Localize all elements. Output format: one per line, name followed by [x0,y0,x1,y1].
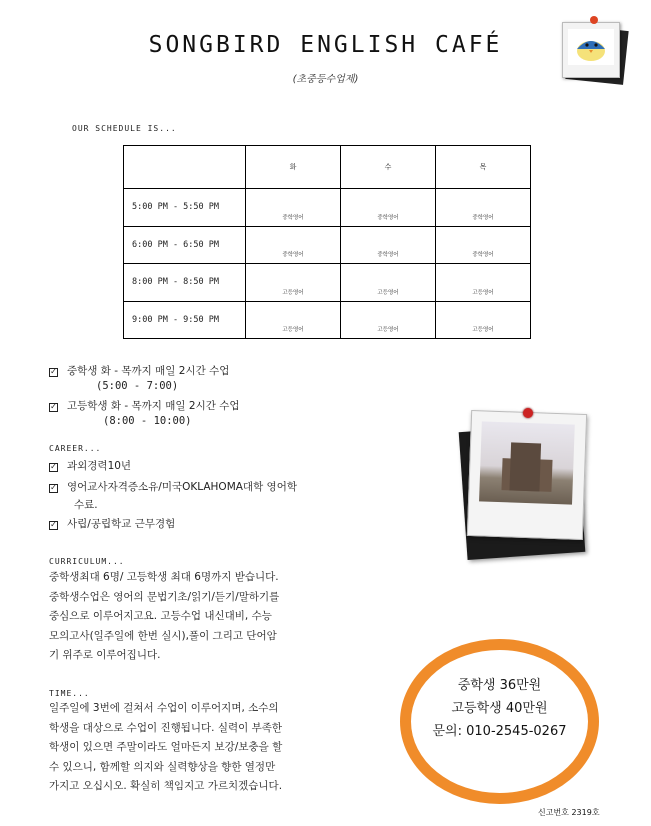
table-row [124,264,531,302]
time-cell: 9:00 PM - 9:50 PM [124,301,246,339]
text-line: 중학생수업은 영어의 문법기초/읽기/듣기/말하기를 [49,590,280,603]
class-item-text: 중학생 화 - 목까지 매일 2시간 수업 [67,365,230,377]
text-line: 수 있으니, 함께할 의지와 실력향상을 향한 열정만 [49,760,276,773]
time-cell: 5:00 PM - 5:50 PM [124,189,246,227]
class-cell: 중학영어 [436,226,531,264]
class-item [49,363,229,378]
career-item-text: 과외경력10년 [67,460,132,472]
pushpin-icon [523,408,533,418]
contact-phone: 010-2545-0267 [466,724,567,739]
page-title: SONGBIRD ENGLISH CAFÉ [148,32,503,58]
pushpin-icon [590,16,598,24]
schedule-heading: OUR SCHEDULE IS... [72,124,177,133]
class-item [49,398,240,413]
class-cell: 고등영어 [341,264,436,302]
table-header-cell: 화 [246,146,341,189]
table-header-cell: 목 [436,146,531,189]
time-paragraph [49,699,327,797]
career-item [49,516,175,531]
class-cell: 고등영어 [341,301,436,339]
table-header-cell [124,146,246,189]
career-item-continued: 수료. [74,499,98,511]
text-line: 기 위주로 이루어집니다. [49,649,161,662]
bird-icon [568,29,614,65]
curriculum-paragraph [49,568,327,666]
text-line: 모의고사(일주일에 한번 실시),풀이 그리고 단어암 [49,629,277,642]
table-row [124,226,531,264]
bird-polaroid-photo [562,20,624,78]
career-item-text: 영어교사자격증소유/미국OKLAHOMA대학 영어학 [67,481,297,493]
checkbox-icon: ✓ [50,520,57,529]
text-line: 학생이 있으면 주말이라도 얼마든지 보강/보충을 할 [49,741,283,754]
class-item-time: (5:00 - 7:00) [96,380,179,392]
checkbox-icon: ✓ [50,483,57,492]
contact-line [411,720,588,739]
table-row [124,301,531,339]
text-line: 일주일에 3번에 걸쳐서 수업이 이루어지며, 소수의 [49,702,279,714]
checkbox-icon: ✓ [50,462,57,471]
class-cell: 고등영어 [436,301,531,339]
class-item-text: 고등학생 화 - 목까지 매일 2시간 수업 [67,400,240,412]
page-subtitle: (초중등수업제) [292,74,359,85]
text-line: 가지고 오십시오. 확실히 책임지고 가르치겠습니다. [49,780,283,793]
career-heading: CAREER... [49,444,102,453]
career-item-text: 사립/공립학교 근무경험 [67,518,176,530]
curriculum-heading: CURRICULUM... [49,557,125,566]
middle-school-price: 중학생 36만원 [457,678,542,693]
class-cell: 중학영어 [341,226,436,264]
schedule-table [123,145,531,339]
career-item [49,458,131,473]
text-line: 학생을 대상으로 수업이 진행됩니다. 실력이 부족한 [49,721,283,734]
class-cell: 중학영어 [246,226,341,264]
time-cell: 6:00 PM - 6:50 PM [124,226,246,264]
text-line: 중학생최대 6명/ 고등학생 최대 6명까지 받습니다. [49,571,279,583]
career-item [49,479,297,494]
time-cell: 8:00 PM - 8:50 PM [124,264,246,302]
class-cell: 중학영어 [341,189,436,227]
class-cell: 고등영어 [246,301,341,339]
table-row [124,189,531,227]
checkbox-icon: ✓ [50,402,57,411]
class-cell: 고등영어 [246,264,341,302]
table-header-row [124,146,531,189]
price-badge [400,639,599,804]
text-line: 중심으로 이루어지고요. 고등수업 내신대비, 수능 [49,610,272,623]
time-heading: TIME... [49,689,90,698]
high-school-price: 고등학생 40만원 [451,701,548,716]
class-cell: 중학영어 [246,189,341,227]
registration-number: 신고번호 2319호 [538,808,600,817]
building-polaroid-photo [453,408,585,558]
table-header-cell: 수 [341,146,436,189]
class-cell: 고등영어 [436,264,531,302]
contact-label: 문의: [432,724,462,739]
checkbox-icon: ✓ [50,367,57,376]
class-cell: 중학영어 [436,189,531,227]
class-item-time: (8:00 - 10:00) [103,415,192,427]
building-photo [479,421,575,504]
